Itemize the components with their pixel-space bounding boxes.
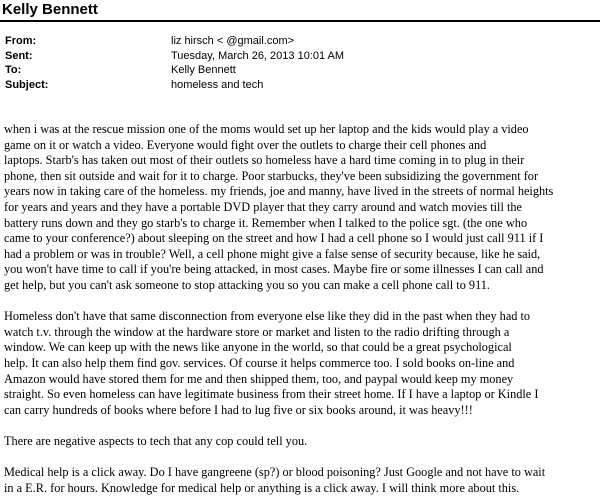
body-line: help. It can also help them find gov. services. Of course it helps commerce too. I sold books on-line and (4, 355, 515, 370)
body-line: watch t.v. through the window at the hardware store or market and listen to the radio drifting through a (4, 324, 510, 339)
body-line: when i was at the rescue mission one of the moms would set up her laptop and the kids would play a video (4, 122, 529, 136)
body-line: Amazon would have stored them for me and then shipped them, too, and paypal would keep my money (4, 371, 514, 386)
to-label: To: (5, 64, 22, 76)
body-line: came to your conference?) about sleeping on the street and how I had a cell phone so I would just call 911 if I (4, 231, 544, 246)
body-line: Homeless don't have that same disconnection from everyone else like they did in the past when they had to (4, 309, 531, 324)
sender-name: Kelly Bennett (2, 1, 98, 18)
body-line: There are negative aspects to tech that any cop could tell you. (4, 433, 308, 448)
subject-value: homeless and tech (171, 79, 264, 91)
body-line: game on it or watch a video. Everyone would fight over the outlets to charge their cell phones and (4, 137, 487, 152)
body-paragraph-3 (4, 434, 598, 450)
to-value[interactable]: Kelly Bennett (171, 64, 236, 76)
body-paragraph-4 (4, 465, 598, 496)
body-line: battery runs down and they go starb's to charge it. Remember when I talked to the police sgt. (the one who (4, 215, 528, 230)
body-line: for years and years and they have a portable DVD player that they carry around and watch movies till the (4, 199, 522, 214)
body-line: in a E.R. for hours. Knowledge for medical help or anything is a click away. I will think more about this. (4, 480, 520, 495)
body-line: you won't have time to call if you're being attacked, in most cases. Maybe fire or some illnesses I can call and (4, 262, 544, 277)
body-line: window. We can keep up with the news like anyone in the world, so that could be a great psychological (4, 340, 512, 355)
body-line: laptops. Starb's has taken out most of their outlets so homeless have a hard time coming in to plug in their (4, 153, 525, 168)
body-line: phone, then sit outside and wait for it to charge. Poor starbucks, they've been subsidizing the government for (4, 168, 539, 183)
sender-name-bar (0, 0, 600, 22)
body-line: years now in taking care of the homeless. my friends, joe and manny, have lived in the streets of normal heights (4, 184, 554, 199)
body-paragraph-2 (4, 309, 598, 418)
from-value[interactable]: liz hirsch < @gmail.com> (171, 35, 295, 47)
body-line: straight. So even homeless can have legitimate business from their street home. If I have a laptop or Kindle I (4, 387, 539, 402)
body-line: Medical help is a click away. Do I have gangreene (sp?) or blood poisoning? Just Google and not have to wait (4, 465, 546, 480)
body-line: had a problem or was in trouble? Well, a cell phone might give a false sense of security because, like he said, (4, 246, 541, 261)
email-body (4, 122, 598, 496)
sent-label: Sent: (5, 50, 33, 62)
subject-label: Subject: (5, 79, 49, 91)
from-label: From: (5, 35, 37, 47)
sent-value: Tuesday, March 26, 2013 10:01 AM (171, 50, 345, 62)
body-line: get help, but you can't ask someone to stop attacking you so you can make a cell phone call to 911. (4, 277, 490, 292)
body-line: can carry hundreds of books where before I had to lug five or six books around, it was heavy!!! (4, 402, 473, 417)
body-paragraph-1 (4, 122, 598, 294)
